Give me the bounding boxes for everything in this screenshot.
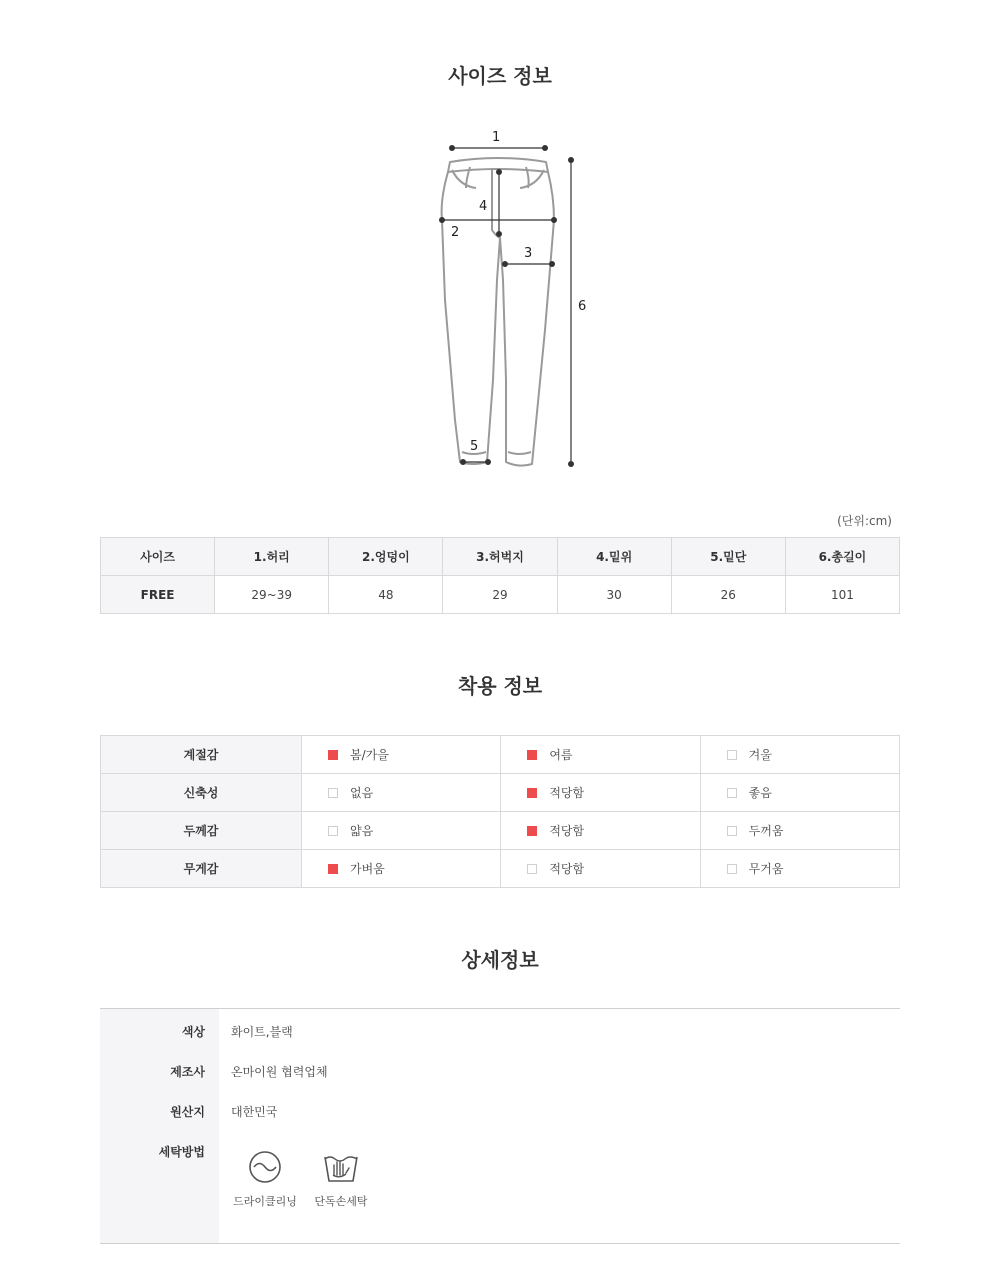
size-table <box>100 537 900 614</box>
color-value: 화이트,블랙 <box>231 1025 293 1039</box>
detail-labels-column <box>100 1009 219 1243</box>
detail-values-column <box>219 1009 900 1243</box>
color-label: 색상 <box>181 1025 205 1039</box>
fit-option-cell <box>700 812 899 850</box>
wash-method-dry-cleaning <box>225 1149 305 1209</box>
diagram-label-6: 6 <box>578 299 587 314</box>
diagram-label-2: 2 <box>451 225 460 240</box>
fit-section-title: 착용 정보 <box>457 674 543 698</box>
fit-option-label: 없음 <box>350 786 374 800</box>
fit-option-label: 적당함 <box>549 862 585 876</box>
wash-method-label: 드라이클리닝 <box>233 1195 297 1208</box>
unchecked-box-icon <box>328 788 338 798</box>
unchecked-box-icon <box>727 826 737 836</box>
size-value-cell: 101 <box>785 576 899 614</box>
size-header-cell: 2.엉덩이 <box>329 538 443 576</box>
fit-option-label: 두꺼움 <box>748 824 784 838</box>
pants-measurement-diagram <box>380 120 620 480</box>
wash-method-hand-wash <box>301 1149 381 1209</box>
fit-option-label: 여름 <box>549 748 573 762</box>
dry-cleaning-icon <box>247 1149 283 1185</box>
fit-option-cell <box>302 736 501 774</box>
fit-table-row <box>101 850 900 888</box>
size-name-cell: FREE <box>101 576 215 614</box>
pants-outline <box>442 158 554 466</box>
fit-row-label: 계절감 <box>101 736 302 774</box>
checked-box-icon <box>328 864 338 874</box>
detail-table <box>100 1008 900 1244</box>
checked-box-icon <box>527 750 537 760</box>
fit-table-row <box>101 736 900 774</box>
unchecked-box-icon <box>328 826 338 836</box>
size-section-title: 사이즈 정보 <box>448 64 552 88</box>
diagram-label-5: 5 <box>470 439 479 454</box>
size-value-cell: 29~39 <box>215 576 329 614</box>
fit-option-label: 얇음 <box>350 824 374 838</box>
fit-option-label: 무거움 <box>748 862 784 876</box>
diagram-label-4: 4 <box>479 199 488 214</box>
diagram-label-3: 3 <box>524 246 533 261</box>
unchecked-box-icon <box>527 864 537 874</box>
origin-value: 대한민국 <box>231 1105 278 1119</box>
fit-option-cell <box>700 850 899 888</box>
size-header-cell: 4.밑위 <box>557 538 671 576</box>
size-header-cell: 사이즈 <box>101 538 215 576</box>
hand-wash-icon <box>321 1149 361 1185</box>
maker-value: 온마이원 협력업체 <box>231 1065 328 1079</box>
fit-option-label: 가벼움 <box>350 862 385 876</box>
fit-row-label: 무게감 <box>101 850 302 888</box>
fit-option-cell <box>501 812 700 850</box>
size-header-cell: 5.밑단 <box>671 538 785 576</box>
unchecked-box-icon <box>727 788 737 798</box>
wash-label: 세탁방법 <box>158 1145 205 1159</box>
fit-row-label: 신축성 <box>101 774 302 812</box>
fit-option-label: 적당함 <box>549 824 585 838</box>
size-value-cell: 29 <box>443 576 557 614</box>
unchecked-box-icon <box>727 750 737 760</box>
origin-label: 원산지 <box>170 1105 205 1119</box>
detail-section-title: 상세정보 <box>461 948 539 972</box>
size-header-cell: 3.허벅지 <box>443 538 557 576</box>
maker-label: 제조사 <box>170 1065 205 1079</box>
fit-row-label: 두께감 <box>101 812 302 850</box>
fit-table <box>100 735 900 888</box>
size-value-cell: 30 <box>557 576 671 614</box>
fit-option-cell <box>302 850 501 888</box>
wash-method-label: 단독손세탁 <box>314 1195 368 1208</box>
size-table-header-row <box>101 538 900 576</box>
fit-option-label: 겨울 <box>748 748 772 762</box>
fit-option-label: 좋음 <box>748 786 772 800</box>
fit-option-label: 적당함 <box>549 786 585 800</box>
fit-option-cell <box>700 736 899 774</box>
fit-option-cell <box>501 774 700 812</box>
diagram-label-1: 1 <box>492 130 501 145</box>
unchecked-box-icon <box>727 864 737 874</box>
size-value-cell: 26 <box>671 576 785 614</box>
fit-option-label: 봄/가을 <box>350 748 389 762</box>
fit-option-cell <box>302 812 501 850</box>
fit-option-cell <box>700 774 899 812</box>
size-header-cell: 6.총길이 <box>785 538 899 576</box>
unit-note: (단위:cm) <box>837 514 892 528</box>
checked-box-icon <box>328 750 338 760</box>
size-value-cell: 48 <box>329 576 443 614</box>
checked-box-icon <box>527 826 537 836</box>
fit-table-row <box>101 812 900 850</box>
fit-option-cell <box>302 774 501 812</box>
fit-option-cell <box>501 736 700 774</box>
checked-box-icon <box>527 788 537 798</box>
size-header-cell: 1.허리 <box>215 538 329 576</box>
fit-option-cell <box>501 850 700 888</box>
size-table-row <box>101 576 900 614</box>
fit-table-row <box>101 774 900 812</box>
